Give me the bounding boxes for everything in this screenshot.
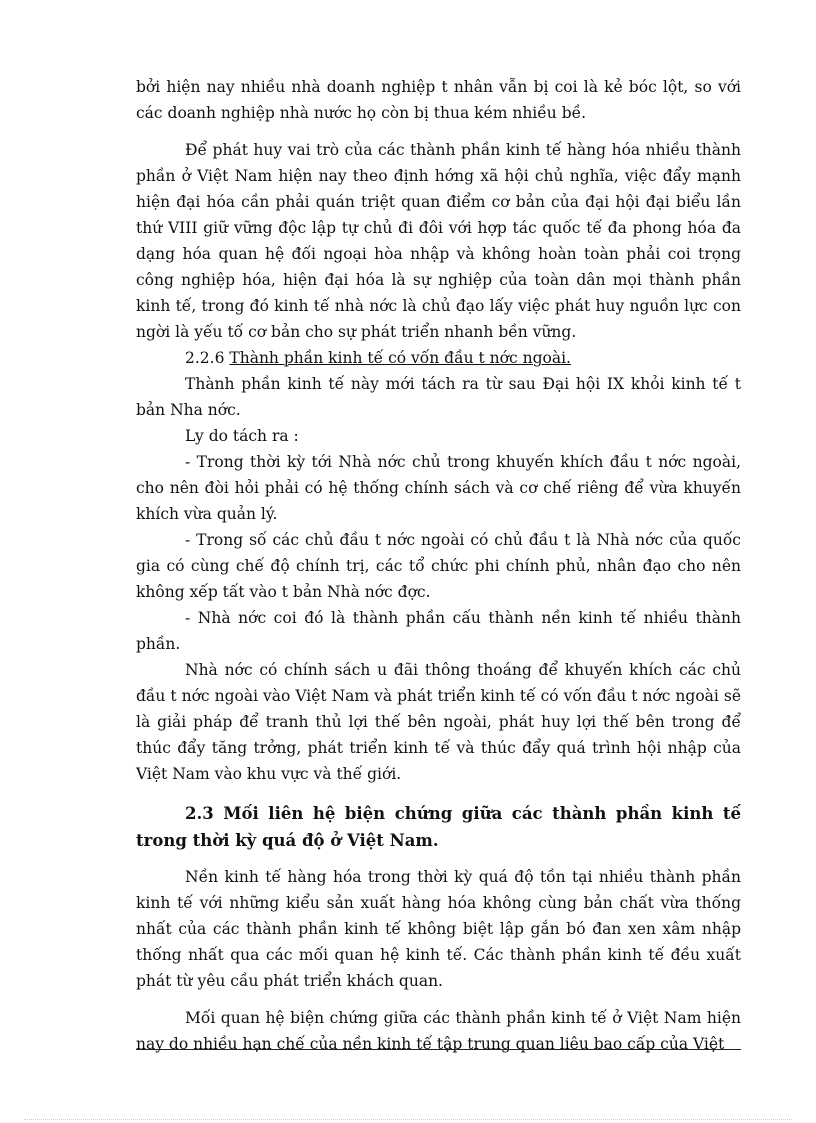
paragraph-reason-2: - Trong số các chủ đầu t nớc ngoài có chủ đầu t là Nhà nớc của quốc gia có cùng chế độ chính trị, các tổ chức phi chính phủ, nhân đạo cho nên không xếp tất vào t bản Nhà nớc đợc.: [136, 531, 741, 601]
paragraph-reason-label: Ly do tách ra :: [185, 427, 299, 445]
paragraph-promotion-role: Để phát huy vai trò của các thành phần kinh tế hàng hóa nhiều thành phần ở Việt Nam hiện nay theo định hớng xã hội chủ nghĩa, việc đẩy mạnh hiện đại hóa cần phải quán triệt quan điểm cơ bản của đại hội đại biểu lần thứ VIII giữ vững độc lập tự chủ đi đôi với hợp tác quốc tế đa phong hóa đa dạng hóa quan hệ đối ngoại hòa nhập và không hoàn toàn phải coi trọng công nghiệp hóa, hiện đại hóa là sự nghiệp của toàn dân mọi thành phần kinh tế, trong đó kinh tế nhà nớc là chủ đạo lấy việc phát huy nguồn lực con ngời là yếu tố cơ bản cho sự phát triển nhanh bền vững.: [136, 141, 741, 341]
paragraph-separation-origin: Thành phần kinh tế này mới tách ra từ sau Đại hội IX khỏi kinh tế t bản Nha nớc.: [136, 375, 741, 419]
footer-rule: [136, 1049, 741, 1050]
paragraph-dialectical-relation: Mối quan hệ biện chứng giữa các thành phần kinh tế ở Việt Nam hiện nay do nhiều hạn chế của nền kinh tế tập trung quan liêu bao cấp của Việt: [136, 1009, 741, 1053]
section-number: 2.3: [185, 804, 214, 823]
section-heading: [136, 800, 741, 854]
paragraph-reason-3: - Nhà nớc coi đó là thành phần cấu thành nền kinh tế nhiều thành phần.: [136, 609, 741, 653]
section-title: Mối liên hệ biện chứng giữa các thành phần kinh tế trong thời kỳ quá độ ở Việt Nam.: [136, 804, 741, 850]
subsection-number: 2.2.6: [185, 349, 225, 367]
paragraph-commodity-economy: Nền kinh tế hàng hóa trong thời kỳ quá độ tồn tại nhiều thành phần kinh tế với những kiểu sản xuất hàng hóa không cùng bản chất vừa thống nhất của các thành phần kinh tế không biệt lập gắn bó đan xen xâm nhập thống nhất qua các mối quan hệ kinh tế. Các thành phần kinh tế đều xuất phát từ yêu cầu phát triển khách quan.: [136, 868, 741, 990]
document-body: [136, 74, 741, 1057]
subsection-heading: [185, 345, 741, 371]
paragraph-reason-1: - Trong thời kỳ tới Nhà nớc chủ trong khuyến khích đầu t nớc ngoài, cho nên đòi hỏi phải có hệ thống chính sách và cơ chế riêng để vừa khuyến khích vừa quản lý.: [136, 453, 741, 523]
paragraph-incentive-policy: Nhà nớc có chính sách u đãi thông thoáng để khuyến khích các chủ đầu t nớc ngoài vào Việt Nam và phát triển kinh tế có vốn đầu t nớc ngoài sẽ là giải pháp để tranh thủ lợi thế bên ngoài, phát huy lợi thế bên trong để thúc đẩy tăng trởng, phát triển kinh tế và thúc đẩy quá trình hội nhập của Việt Nam vào khu vực và thế giới.: [136, 661, 741, 783]
subsection-title: Thành phần kinh tế có vốn đầu t nớc ngoài.: [229, 349, 571, 367]
paragraph-continuation: bởi hiện nay nhiều nhà doanh nghiệp t nhân vẫn bị coi là kẻ bóc lột, so với các doanh nghiệp nhà nước họ còn bị thua kém nhiều bề.: [136, 78, 741, 122]
page-edge-divider: [24, 1119, 792, 1120]
